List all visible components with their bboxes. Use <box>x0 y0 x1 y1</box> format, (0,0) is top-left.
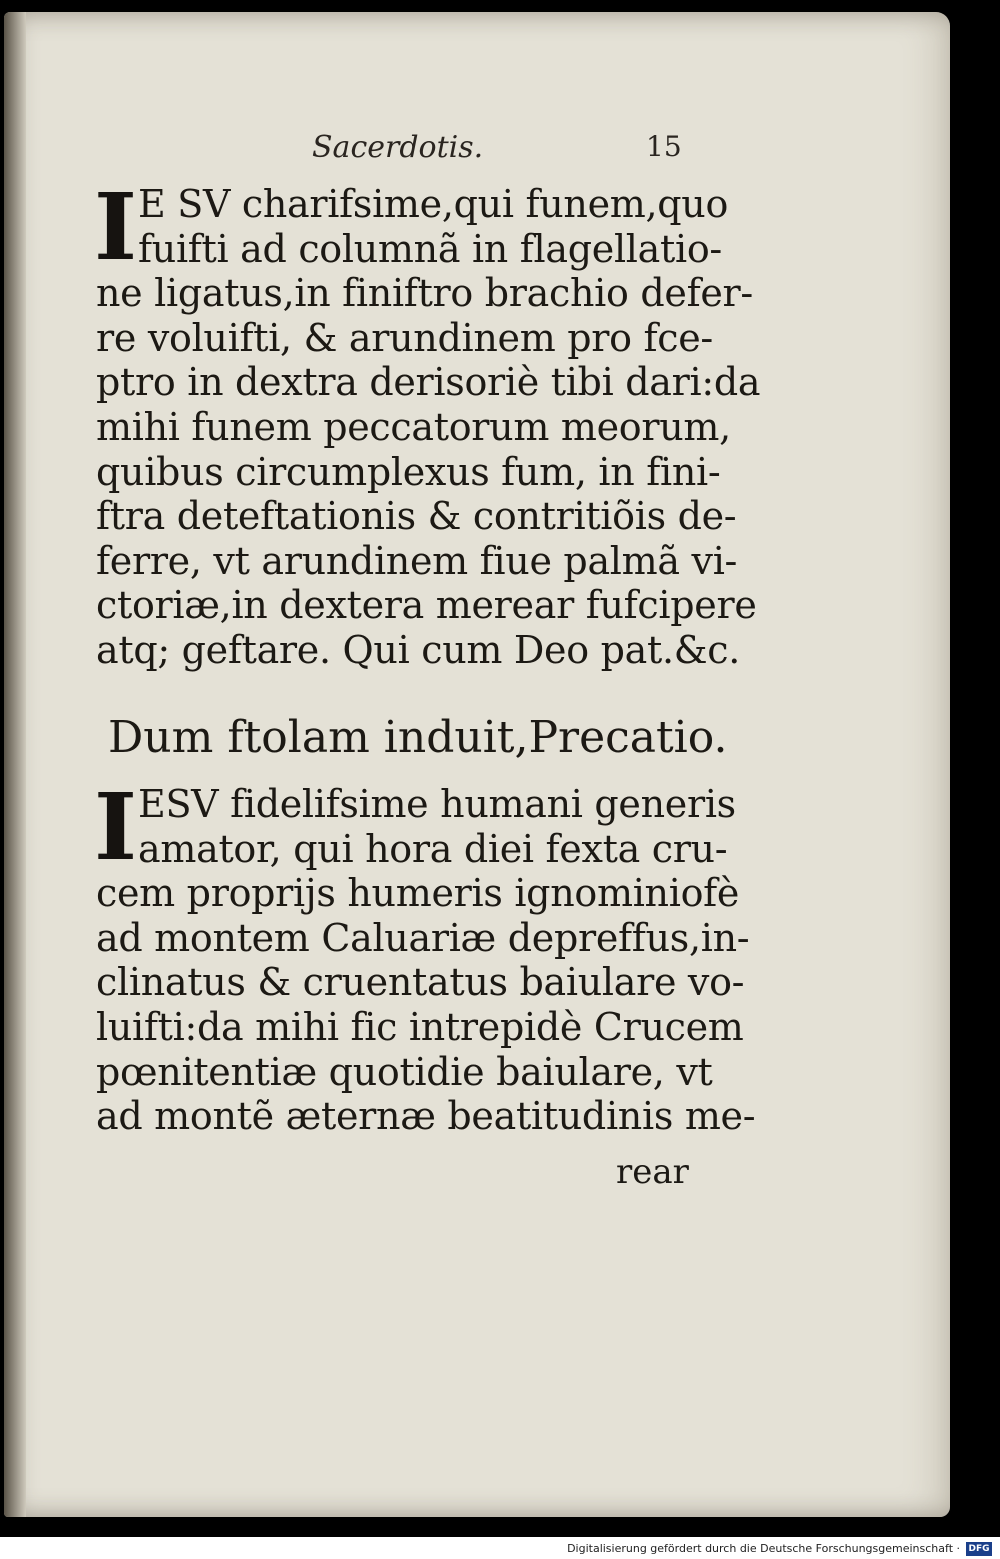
book-page <box>4 12 950 1517</box>
text-line: ptro in dextra derisoriè tibi dari:da <box>96 360 761 405</box>
text-line: quibus circumplexus fum, in fini- <box>96 449 721 494</box>
dfg-logo-icon: DFG <box>966 1542 992 1556</box>
text-line: ad montem Caluariæ depreffus,in- <box>96 915 750 960</box>
text-line: luifti:da mihi fic intrepidè Crucem <box>96 1004 744 1049</box>
book-spine-shadow <box>4 12 26 1517</box>
catchword: rear <box>616 1152 689 1192</box>
page-number: 15 <box>646 130 682 163</box>
text-line: E SV charifsime,qui funem,quo <box>138 182 729 226</box>
drop-cap: I <box>94 173 138 281</box>
text-line: re voluifti, & arundinem pro fce- <box>96 315 713 360</box>
text-line: fuifti ad columnã in flagellatio- <box>138 226 722 271</box>
text-line: atq; geftare. Qui cum Deo pat.&c. <box>96 627 741 672</box>
text-line: ftra deteftationis & contritiõis de- <box>96 494 737 539</box>
digitization-footer <box>0 1537 1000 1559</box>
running-head: Sacerdotis. <box>312 130 484 165</box>
funding-credit: Digitalisierung gefördert durch die Deutsche Forschungsgemeinschaft · <box>567 1542 960 1555</box>
prayer-block-1 <box>94 173 761 673</box>
prayer-block-2 <box>94 773 756 1139</box>
text-line: ad montẽ æternæ beatitudinis me- <box>96 1094 756 1139</box>
text-line: ne ligatus,in finiftro brachio defer- <box>96 271 753 316</box>
text-line: mihi funem peccatorum meorum, <box>96 404 731 449</box>
text-line: cem proprijs humeris ignominiofè <box>96 871 740 916</box>
text-line: ESV fidelifsime humani generis <box>138 782 736 826</box>
text-line: ferre, vt arundinem fiue palmã vi- <box>96 538 738 583</box>
text-line: amator, qui hora diei fexta cru- <box>138 826 728 871</box>
section-heading: Dum ftolam induit,Precatio. <box>108 712 728 763</box>
text-line: clinatus & cruentatus baiulare vo- <box>96 960 745 1005</box>
text-line: ctoriæ,in dextera merear fufcipere <box>96 583 757 628</box>
page-header <box>4 130 950 180</box>
drop-cap: I <box>94 773 138 881</box>
text-line: pœnitentiæ quotidie baiulare, vt <box>96 1049 713 1094</box>
